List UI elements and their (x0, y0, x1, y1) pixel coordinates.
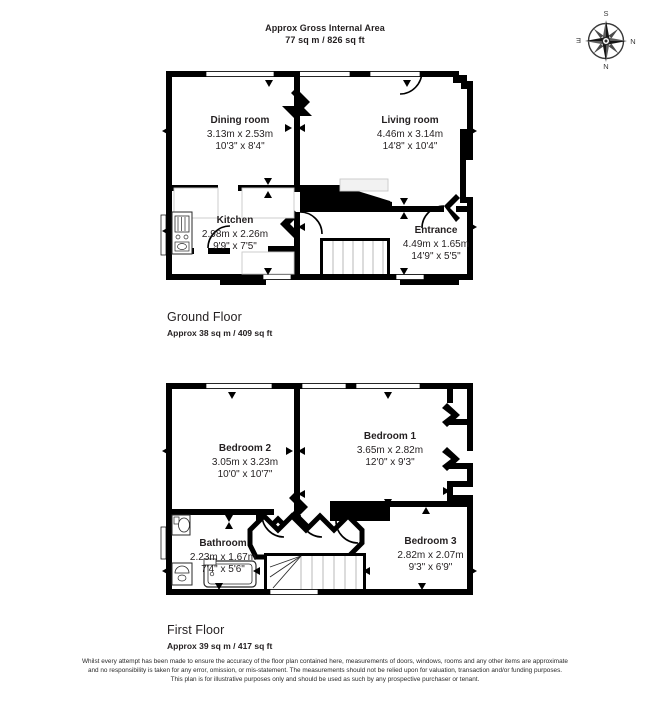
compass-rose (575, 8, 637, 70)
gross-area-title: Approx Gross Internal Area (265, 23, 385, 33)
disclaimer-text: Whilst every attempt has been made to ensure the accuracy of the floor plan contained here, measurements of doors, windows, rooms and any other items are approximate and no responsibility is taken for any error, omission, or mis-statement. The measurements should not be relied upon for valuation, transaction and/or funding purposes. This plan is for illustrative purposes only and should be used as such by any prospective purchaser or tenant. (82, 658, 568, 684)
room-label-living-room (350, 115, 470, 154)
room-label-bedroom-2 (185, 443, 305, 482)
compass-icon (575, 8, 637, 70)
room-imperial: 10'0" x 10'7" (217, 469, 273, 480)
room-label-bathroom (163, 538, 283, 577)
ground-floor-caption (167, 310, 272, 339)
room-label-entrance (381, 225, 491, 264)
room-name: Bathroom (199, 538, 247, 549)
room-metric: 2.82m x 2.07m (397, 549, 464, 561)
floor-area: Approx 39 sq m / 417 sq ft (167, 641, 273, 651)
room-imperial: 14'8" x 10'4" (382, 141, 438, 152)
room-metric: 2.23m x 1.67m (189, 551, 257, 563)
first-floor-caption (167, 623, 272, 652)
ground-floor-plan (160, 60, 480, 300)
room-label-bedroom-3 (373, 536, 488, 575)
ground-floor-staircase (320, 238, 390, 274)
floor-title: Ground Floor (167, 310, 242, 324)
room-imperial: 10'3" x 8'4" (215, 141, 265, 152)
room-name: Bedroom 1 (363, 431, 417, 442)
ground-floor-drawing (160, 60, 480, 300)
gross-area-value: 77 sq m / 826 sq ft (285, 35, 365, 45)
floor-area: Approx 38 sq m / 409 sq ft (167, 328, 273, 338)
room-imperial: 9'9" x 7'5" (213, 241, 257, 252)
compass-letter-bottom: N (603, 62, 609, 70)
room-metric: 2.98m x 2.26m (201, 228, 269, 240)
room-name: Bedroom 2 (218, 443, 272, 454)
room-name: Dining room (210, 115, 270, 126)
room-imperial: 14'9" x 5'5" (411, 251, 461, 262)
room-imperial: 7'4" x 5'6" (201, 564, 245, 575)
room-imperial: 9'3" x 6'9" (408, 562, 453, 573)
room-metric: 4.46m x 3.14m (376, 128, 444, 140)
room-metric: 4.49m x 1.65m (402, 238, 470, 250)
room-name: Living room (381, 115, 439, 126)
room-label-kitchen (175, 215, 295, 254)
room-name: Bedroom 3 (404, 536, 457, 547)
room-imperial: 12'0" x 9'3" (365, 457, 415, 468)
compass-letter-right: N (630, 37, 636, 46)
room-label-bedroom-1 (330, 431, 450, 470)
header (0, 22, 650, 46)
floor-title: First Floor (167, 623, 225, 637)
room-name: Entrance (414, 225, 458, 236)
room-label-dining-room (180, 115, 300, 154)
room-metric: 3.65m x 2.82m (356, 444, 424, 456)
compass-letter-left: E (575, 36, 582, 45)
room-metric: 3.05m x 3.23m (211, 456, 279, 468)
compass-letter-top: S (603, 9, 609, 18)
room-metric: 3.13m x 2.53m (206, 128, 274, 140)
room-name: Kitchen (216, 215, 254, 226)
